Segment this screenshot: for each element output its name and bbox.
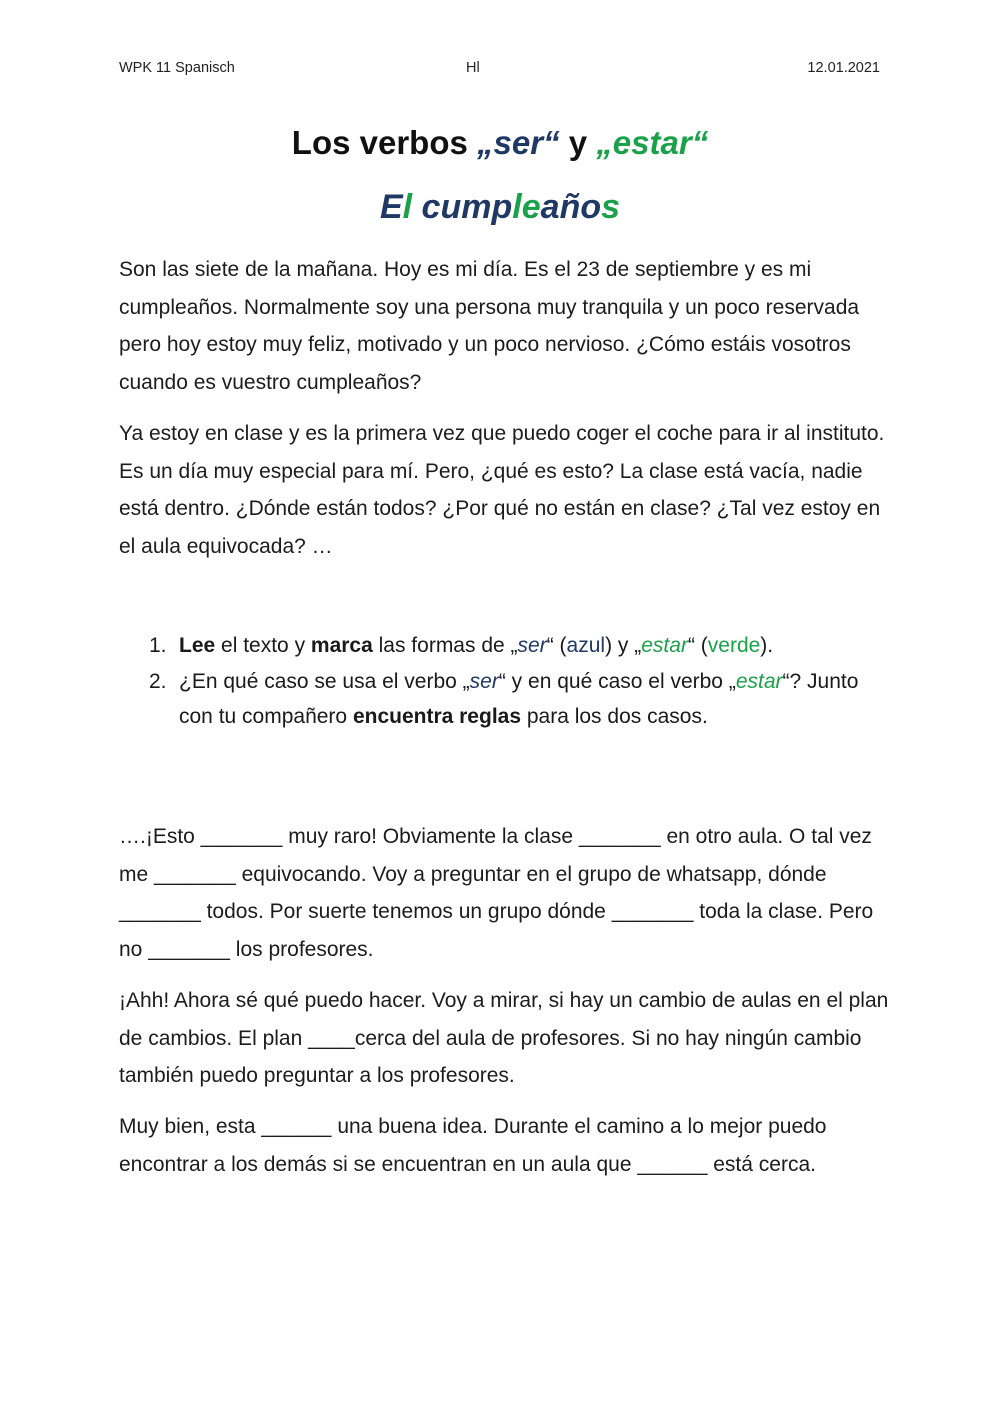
verb-ser: ser [469,669,499,693]
task-fragment: ) y [605,634,635,657]
subtitle-letter: m [461,188,492,226]
verb-estar: estar [641,634,688,657]
subtitle-letter: l [512,188,522,226]
task-keyword: marca [310,634,373,657]
task-fragment: “ ( [687,634,708,657]
title-ser: „ser“ [477,124,560,161]
subtitle-letter: l [402,188,413,226]
subtitle-letter: c [421,188,441,226]
gap-fill-paragraph-2: ¡Ahh! Ahora sé qué puedo hacer. Voy a mirar, si hay un cambio de aulas en el plan de cambios. El plan ____cerca del aula de profesores. Si no hay ningún cambio también puedo preguntar a los profesores. [119,989,889,1087]
task-fragment: el texto y [215,634,311,657]
color-word-azul: azul [566,634,606,657]
task-fragment: para los dos casos. [521,705,708,728]
subtitle-letter: E [379,188,403,226]
task-item-1 [149,628,889,664]
story-paragraph-2: Ya estoy en clase y es la primera vez que puedo coger el coche para ir al instituto. Es un día muy especial para mí. Pero, ¿qué es esto? La clase está vacía, nadie está dentro. ¿Dónde están todos? ¿Por qué no están en clase? ¿Tal vez estoy en el aula equivocada? … [119,422,885,558]
task-number: 1. [149,634,167,657]
task-fragment: „ [462,669,470,693]
task-keyword: Lee [179,634,216,657]
header-course: WPK 11 Spanisch [119,60,235,76]
subtitle-letter: p [491,188,513,226]
task-text [179,664,889,735]
subtitle-letter: s [601,188,621,226]
gap-fill-paragraph-1: ….¡Esto _______ muy raro! Obviamente la clase _______ en otro aula. O tal vez me _______ equivocando. Voy a preguntar en el grupo de whatsapp, dónde _______ todos. Por suerte tenemos un grupo dónde _______ toda la clase. Pero no _______ los profesores. [119,825,874,961]
color-word-verde: verde [707,634,761,657]
task-text [179,628,889,664]
subtitle-letter: u [440,188,462,226]
title-prefix: Los verbos [291,124,478,161]
story-paragraph-1: Son las siete de la mañana. Hoy es mi día. Es el 23 de septiembre y es mi cumpleaños. Normalmente soy una persona muy tranquila y un poco reservada pero hoy estoy muy feliz, motivado y un poco nervioso. ¿Cómo estáis vosotros cuando es vuestro cumpleaños? [119,258,860,394]
task-list [149,628,889,735]
task-fragment: “? Junto con tu compañero [179,669,859,728]
subtitle [0,188,1000,227]
subtitle-letter [412,188,421,226]
title-estar: „estar“ [596,124,709,161]
task-number: 2. [149,669,167,693]
subtitle-letter: ñ [559,188,581,226]
subtitle-letter: e [521,188,541,226]
task-fragment: “ y en qué caso el verbo [498,669,729,693]
gap-fill-paragraph-3: Muy bien, esta ______ una buena idea. Durante el camino a lo mejor puedo encontrar a los demás si se encuentran en un aula que ______ está cerca. [119,1115,827,1176]
header-date: 12.01.2021 [807,60,880,76]
subtitle-letter: o [580,188,602,226]
task-fragment: „ [728,669,736,693]
task-fragment: „ [634,634,642,657]
task-fragment: las formas de [372,634,511,657]
task-item-2 [149,664,889,735]
verb-estar: estar [735,669,783,693]
task-keyword: encuentra reglas [352,705,522,728]
verb-ser: ser [517,634,547,657]
subtitle-letter: a [540,188,560,226]
task-fragment: ¿En qué caso se usa el verbo [179,669,463,693]
header-initials: Hl [466,60,480,76]
task-fragment: „ [510,634,518,657]
task-fragment: ). [760,634,774,657]
page-title [0,124,1000,162]
title-conj: y [559,124,597,161]
task-fragment: “ ( [546,634,567,657]
